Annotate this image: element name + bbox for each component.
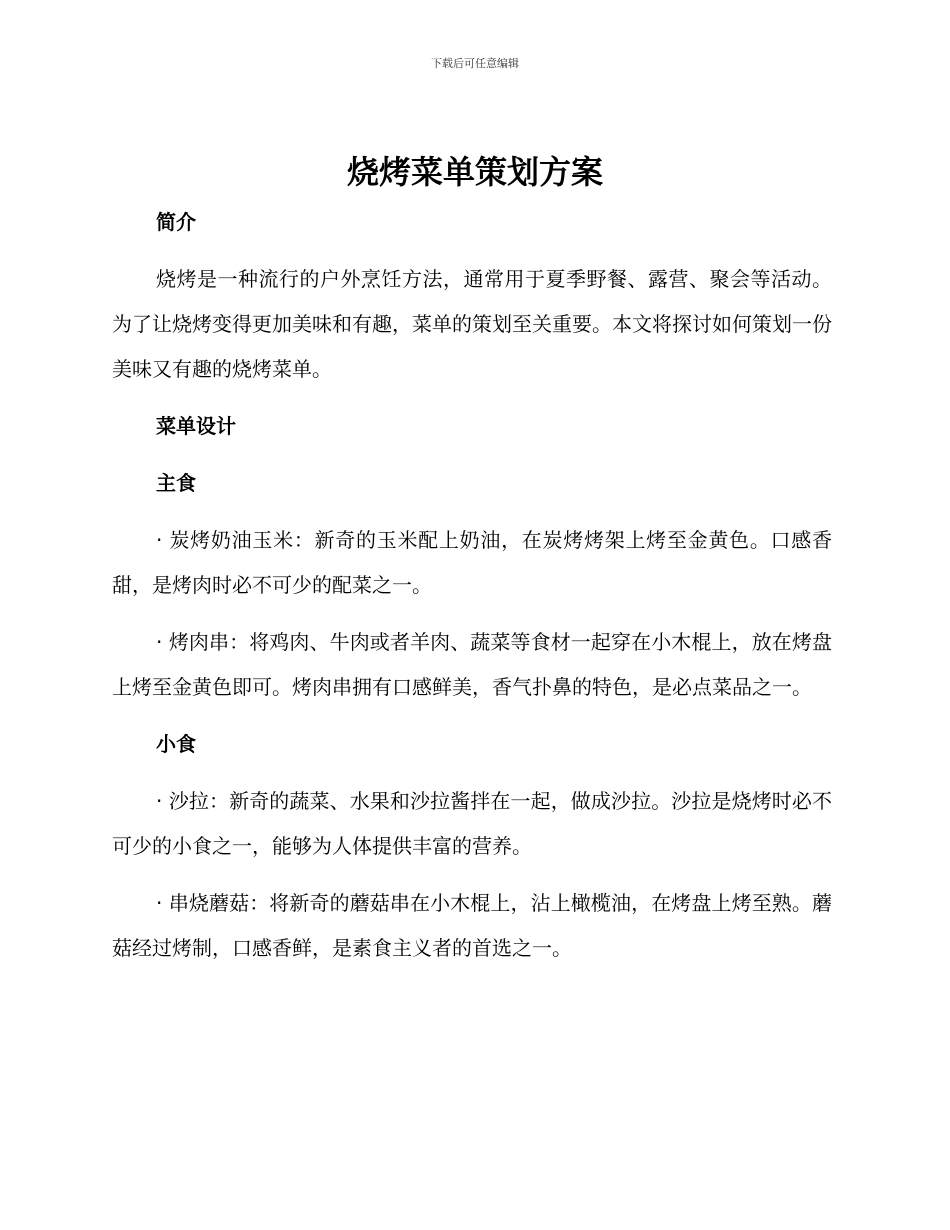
menu-design-heading: 菜单设计 xyxy=(156,414,236,438)
snack-heading: 小食 xyxy=(156,732,196,756)
intro-heading: 简介 xyxy=(156,210,196,234)
document-body xyxy=(112,200,832,983)
main-food-heading: 主食 xyxy=(156,471,196,495)
main-item-corn: · 炭烤奶油玉米：新奇的玉米配上奶油，在炭烤烤架上烤至金黄色。口感香甜，是烤肉时必不可少的配菜之一。 xyxy=(112,528,832,597)
document-title: 烧烤菜单策划方案 xyxy=(346,153,603,191)
header-note: 下载后可任意编辑 xyxy=(431,57,519,70)
snack-item-mushroom: · 串烧蘑菇：将新奇的蘑菇串在小木棍上，沾上橄榄油，在烤盘上烤至熟。蘑菇经过烤制，口感香鲜，是素食主义者的首选之一。 xyxy=(112,891,832,960)
main-item-skewers: · 烤肉串：将鸡肉、牛肉或者羊肉、蔬菜等食材一起穿在小木棍上，放在烤盘上烤至金黄色即可。烤肉串拥有口感鲜美，香气扑鼻的特色，是必点菜品之一。 xyxy=(112,630,832,699)
snack-item-salad: · 沙拉：新奇的蔬菜、水果和沙拉酱拌在一起，做成沙拉。沙拉是烧烤时必不可少的小食之一，能够为人体提供丰富的营养。 xyxy=(112,789,832,858)
intro-paragraph: 烧烤是一种流行的户外烹饪方法，通常用于夏季野餐、露营、聚会等活动。为了让烧烤变得更加美味和有趣，菜单的策划至关重要。本文将探讨如何策划一份美味又有趣的烧烤菜单。 xyxy=(112,267,832,381)
